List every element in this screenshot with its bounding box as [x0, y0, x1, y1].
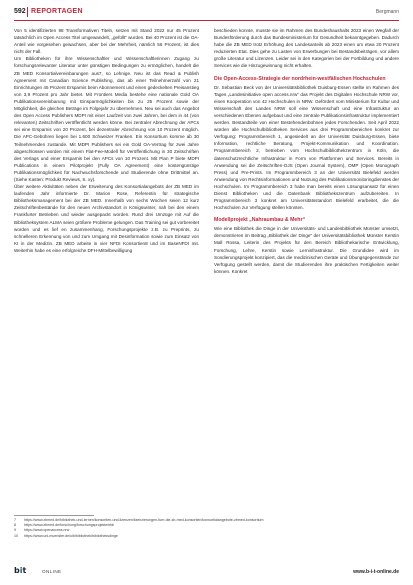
footnote-number: 7 [14, 518, 16, 522]
footnote-rule [14, 515, 94, 516]
footnote-link[interactable]: https://www.zbmed.de/forschung/forschungsprojekte/nfdi [24, 523, 115, 528]
website-link[interactable]: www.b-i-t-online.de [353, 569, 399, 575]
page-number: 592 [14, 8, 26, 15]
section-title: REPORTAGEN [31, 8, 83, 15]
footnote-number: 8 [14, 523, 16, 528]
header-separator [27, 7, 28, 17]
paragraph: Wie eine Bibliothek die Dinge in der Universitäts- und Landesbibliothek Münster umsetzt, demonstrieren im Beitrag „Bibliothek der Dinge“ der Universitätsbibliothek Münster Kerstin Mall Rossa, Leiterin des Projekts für den Bereich Bibliothekarische Entwicklung, Forschung, Lehre, Kerstin sowie Lerninfrastruktur. Die Grundidee wird im Sondierungsprojekt konzipiert, das die medizinischen Geräte und Übungsgegenstände zur Verfügung gestellt werden, damit die Studierenden ihre praktischen Fertigkeiten weiter können. Konkret [214, 226, 399, 274]
right-column [214, 27, 399, 275]
paragraph: Von 5 identifizierten 98 Transformativen Titeln, setzen mit Stand 2022 nur 45 Prozent tatsächlich im Open Access Titel umgewandelt, „gefüllt“ wurden. Bei 40 Prozent ist die OA-Anteil wie vorgesehen gewachsen, aber bei der Mehrheit, nämlich 56 Prozent, ist dies nicht der Fall. [14, 28, 199, 55]
paragraph: beschieden konnte, musste sie im Rahmen des Bundeshaushalts 2023 einen Wegfall der Bundesförderung durch das Bundesministerium für Gesundheit bekanntgegeben. Dadurch habe die ZB MED trotz Erhöhung des Landesanteils ab 2023 einen um etwa 20 Prozent reduzierten Etat. Dies gehe zu Lasten von Erwerbungen bei Bestandsbeiträgen, vor allem große Literatur und Lizenzen. Leider sei in den Kategorien bei der Fortbildung und andere Services wie die Hinzugewinnung nicht erhalten. [214, 28, 399, 69]
footnote-number: 10 [14, 533, 18, 538]
paragraph: Um Bibliotheken für ihre Wissenschaftler und Wissenschaftlerinnen Zugang zu forschungsrelevanter Literatur unter günstigen Bedingungen zu ermöglichen, handelt die ZB MED Konsortialvereinbarungen aus7, so Lehnige. Neu ist das Read & Publish Agreement mit Canadian Science Publishing, das ab einer Teilnehmerzahl von 21 Einrichtungen 45 Prozent Ersparnis beim Abonnement und einen gedeckelten Preisanstieg von 3,9 Prozent pro Jahr bietet. Mit Frontiers Media bestehe eine nationale Gold OA Publikationsvereinbarung mit Einsparmöglichkeiten bis zu 25 Prozent sowie der Möglichkeit, die gleichen Beträge im Folgejahr zu übernehmen. Neu sei auch das Angebot des Open Access Publishers MDPI mit einer Laufzeit von zwei Jahren, bei dem in 44 (von relevanten) Zeitschriften veröffentlicht werden könne. Bei zentraler Abrechnung der APCs sei eine Ersparnis von 20 Prozent, bei dezentraler Abrechnung von 10 Prozent möglich. Die APC-Gebühren liegen bei 1.600 Schweizer Franken. Ein Konsortium komme ab 30 Teilnehmenden zustande. Mit MDPI Publishers sei ein Gold OA-Vertrag für zwei Jahre abgeschlossen worden mit einem Flat-Fee-Modell für Veröffentlichung in 30 Zeitschriften des Verlags und einer Ersparnis bei den APCs von 10 Prozent. Mit Plan P biete MDPI Publications in einem Pilotprojekt (Fully OA Agreement) eine kostengünstige Publikationsmöglichkeit für Nachwuchsforschende und Studierende ohne Drittmittel an. (Siehe Kasten: Produkt Reviews, S. xy). [14, 56, 199, 182]
left-column [14, 27, 199, 254]
subheading: Die Open-Access-Strategie der nordrhein-westfälischen Hochschulen [214, 75, 386, 82]
subheading: Modellprojekt „Nahraumbau & Mehr“ [214, 217, 306, 224]
footnote-link[interactable]: https://www.openaccess.nrw [24, 528, 70, 533]
footnotes [14, 518, 399, 539]
header-rule [14, 20, 399, 21]
footnote-link[interactable]: https://www.zbmed.de/bibliothek-und-lernen/konsortien-und-lizenzen/lizenzierungen-fuer-die-zb-med-konsortien/konsortialangebote-zbmed-konsortium [24, 518, 264, 522]
footnote-link[interactable]: https://www.uni-muenster.de/ulb/bibliothek/bibliotheksdinge [24, 533, 118, 538]
issue-label: ONLINE [42, 569, 62, 574]
bit-logo: bit [14, 566, 27, 575]
running-author: Bergmann [375, 9, 399, 15]
page-footer [14, 566, 399, 576]
page-header [14, 6, 399, 20]
paragraph: Dr. Sebastian Beck von der Universitätsbibliothek Duisburg-Essen stellte im Rahmen des Tages „Landesinitiative open access.nrw“ das Projekt des Digitalen Hochschule NRW vor, einen Kooperation von 42 Hochschulen in NRW. Gefördert vom Ministerium für Kultur und Wissenschaft des Landes NRW soll eine Wissenschaft und eine Infrastruktur an verschiedenen Ebenen aufgebaut und eine zentrale Publikationsinfrastruktur implementiert werden. Bestandteile von einer Bestehendenbühnen jedes Forschenden. Seit April 2022 würden alle Hochschulbibliotheken Services aus drei Programmbereichen konkret zur Verfügung: Programmbereich 1, angesiedelt an der Universität Duisburg-Essen, biete Information, rechtliche Beratung, Projekt-Kommunikation und Koordination. Programmbereich 2, betrieben vom Hochschulbibliothekzentrum in Köln, die datenschutzrechtliche Infrastruktur in Form von Plattformen und Services. Bereits in Anwendung sei die Zeitschriften-OJS (Open Journal System), OMP (Open Monograph Press) und Pre-Prints. Im Programmbereich 3 an der Universität Bielefeld werden Anwendung von Rechtsinformationen und Nutzung des Publikationsmonitoringdienstes der Hochschulen. Im Programmbereich 3 habe man bereits einen Lösungsansatz für einen Dienst Bibliotheken und die Datenbank Bibliothekszentrum aufzubereiten. In Programmbereich 3 konkret am Universitätsstandort Bielefeld erarbeitet, die die Hochschulen zur Verfügung stellen könnten. [214, 84, 399, 211]
paragraph: Über weitere Aktivitäten neben der Erweiterung des Konsortialangebots der ZB MED im laufenden Jahr informierte Dr. Marion Rose, Referentin für strategische Bibliotheksmanagement bei der ZB MED. Innerhalb von sechs Wochen seien 12 kurz Zeitschriftenbestände für den neuen Archivstandort in Königswinter, nah bei den einem Frankfurter Betrieben und wieder ausgepackt worden. Rund drei Umzüge mit Auf die Bibliotheksystem ALMA seien größere Probleme gelungen. Das Training sei gut vorbereitet worden und es lief en zusammenhang, Forschungsprojekte z.B. zu Preprints, zu schnelleren Erkennung von und zum Umgang mit Desinformation sowie zum Einsatz von KI in der Medizin. ZB MED arbeite in vier NFDI Konsortien8 und im BaseNFDI mit. Weiterhin habe es eine erfolgreiche DFH-Mittelbewilligung [14, 184, 199, 253]
footnote [14, 534, 399, 539]
footnote-number: 9 [14, 528, 16, 533]
